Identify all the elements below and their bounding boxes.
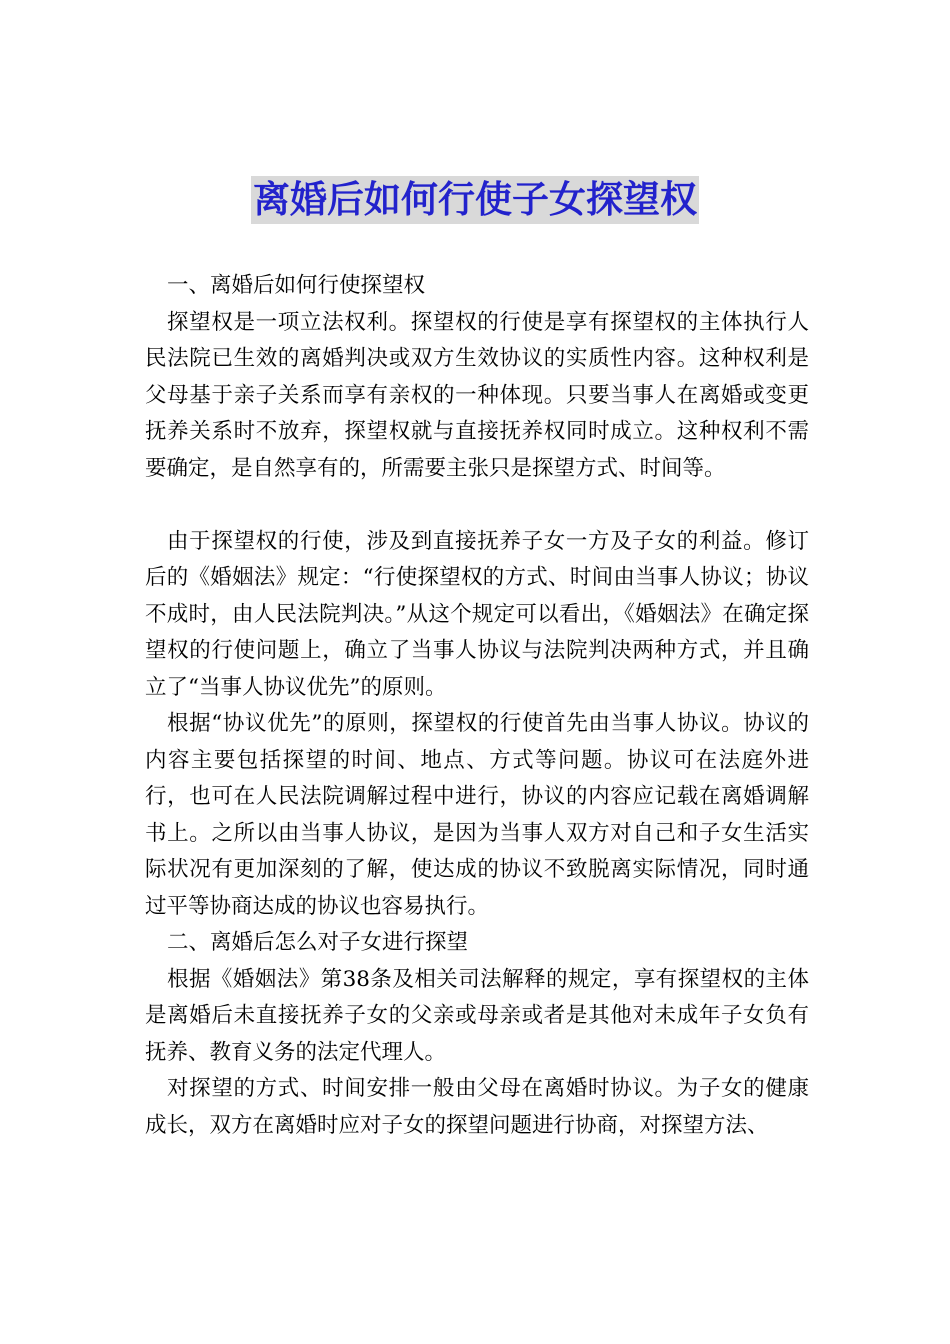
blank-line [145, 487, 809, 524]
paragraph-1: 探望权是一项立法权利。探望权的行使是享有探望权的主体执行人民法院已生效的离婚判决或双方生效协议的实质性内容。这种权利是父母基于亲子关系而享有亲权的一种体现。只要当事人在离婚或变更抚养关系时不放弃，探望权就与直接抚养权同时成立。这种权利不需要确定，是自然享有的，所需要主张只是探望方式、时间等。 [145, 309, 809, 481]
section-heading-1: 一、离婚后如何行使探望权 [167, 273, 426, 298]
section-heading-2: 二、离婚后怎么对子女进行探望 [167, 930, 469, 955]
paragraph-4: 根据《婚姻法》第38条及相关司法解释的规定，享有探望权的主体是离婚后未直接抚养子女的父亲或母亲或者是其他对未成年子女负有抚养、教育义务的法定代理人。 [145, 966, 809, 1065]
paragraph-2: 由于探望权的行使，涉及到直接抚养子女一方及子女的利益。修订后的《婚姻法》规定：“行使探望权的方式、时间由当事人协议；协议不成时，由人民法院判决。”从这个规定可以看出，《婚姻法》在确定探望权的行使问题上，确立了当事人协议与法院判决两种方式，并且确立了“当事人协议优先”的原则。 [145, 528, 809, 700]
paragraph-3: 根据“协议优先”的原则，探望权的行使首先由当事人协议。协议的内容主要包括探望的时间、地点、方式等问题。协议可在法庭外进行，也可在人民法院调解过程中进行，协议的内容应记载在离婚调解书上。之所以由当事人协议，是因为当事人双方对自己和子女生活实际状况有更加深刻的了解，使达成的协议不致脱离实际情况，同时通过平等协商达成的协议也容易执行。 [145, 711, 809, 919]
title-container [0, 176, 950, 224]
document-title: 离婚后如何行使子女探望权 [251, 176, 699, 224]
paragraph-5: 对探望的方式、时间安排一般由父母在离婚时协议。为子女的健康成长，双方在离婚时应对子女的探望问题进行协商，对探望方法、 [145, 1076, 809, 1138]
document-body [145, 268, 809, 1144]
